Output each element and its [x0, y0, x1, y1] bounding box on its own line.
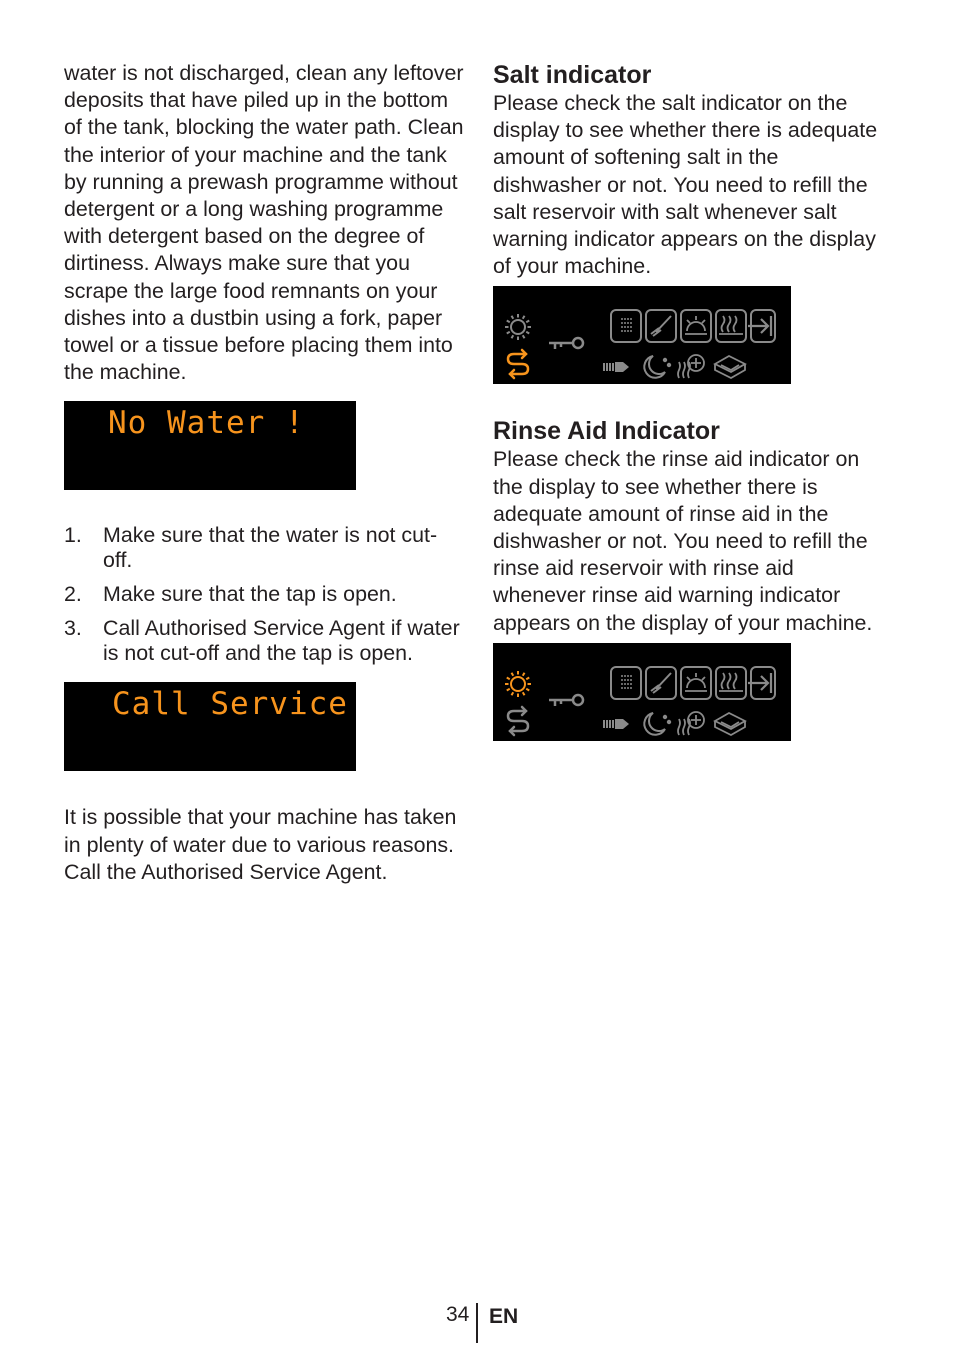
- rinse-aid-indicator-heading: Rinse Aid Indicator: [493, 417, 720, 446]
- list-item: 1. Make sure that the water is not cut-off.: [64, 523, 438, 573]
- salt-icon: [508, 707, 528, 735]
- left-column: [64, 60, 464, 886]
- page-number: 34: [446, 1303, 470, 1326]
- key-icon: [549, 338, 583, 349]
- call-service-display: [64, 682, 356, 771]
- wash-icon: [651, 673, 671, 693]
- dry-icon: [719, 673, 743, 691]
- footer-divider: [476, 1303, 478, 1343]
- dry-icon: [719, 316, 743, 334]
- troubleshooting-steps: [64, 523, 464, 666]
- closing-paragraph: It is possible that your machine has taken in plenty of water due to various reasons. Call the Authorised Service Agent.: [64, 805, 457, 884]
- no-water-display-text: No Water !: [108, 405, 305, 442]
- tablet-icon: [715, 713, 745, 735]
- rinse-icon: [685, 673, 707, 691]
- rinse-aid-indicator-paragraph: Please check the rinse aid indicator on the display to see whether there is adequate amount of rinse aid in the dishwasher or not. You need to refill the rinse aid reservoir with rinse aid whenever rinse aid warning indicator appears on the display of your machine.: [493, 447, 873, 635]
- rinse-aid-icon: [505, 314, 531, 340]
- list-item: 2. Make sure that the tap is open.: [64, 582, 397, 607]
- salt-indicator-heading: Salt indicator: [493, 61, 652, 89]
- salt-indicator-paragraph: Please check the salt indicator on the display to see whether there is adequate amount of softening salt in the dishwasher or not. You need to refill the salt reservoir with salt whenever salt warning indicator appears on the display of your machine.: [493, 91, 878, 279]
- salt-icon: [508, 350, 528, 378]
- list-item: 3. Call Authorised Service Agent if water is not cut-off and the tap is open.: [64, 616, 460, 666]
- half-load-icon: [603, 719, 629, 729]
- rinse-aid-icon: [505, 671, 531, 697]
- tablet-icon: [715, 356, 745, 378]
- no-water-display: [64, 401, 356, 490]
- intro-paragraph: water is not discharged, clean any leftover deposits that have piled up in the bottom of the tank, blocking the water path. Clean the interior of your machine and the tank by running a prewash programme without detergent or a long washing programme with detergent based on the degree of dirtiness. Always make sure that you scrape the large food remnants on your dishes into a dustbin using a fork, paper towel or a tissue before placing them into the machine.: [64, 61, 464, 385]
- page-footer: [446, 1303, 526, 1343]
- control-panel-graphic: [493, 643, 791, 741]
- language-code: EN: [489, 1305, 519, 1328]
- salt-indicator-panel: [493, 286, 791, 384]
- call-service-display-text: Call Service: [112, 686, 348, 723]
- right-column: [493, 60, 883, 741]
- control-panel-graphic: [493, 286, 791, 384]
- rinse-icon: [685, 316, 707, 334]
- hygiene-icon: [678, 712, 704, 735]
- night-mode-icon: [644, 713, 670, 735]
- hygiene-icon: [678, 355, 704, 378]
- half-load-icon: [603, 362, 629, 372]
- wash-icon: [651, 316, 671, 336]
- prewash-icon: [621, 318, 632, 332]
- key-icon: [549, 695, 583, 706]
- prewash-icon: [621, 675, 632, 689]
- rinse-aid-indicator-panel: [493, 643, 791, 741]
- night-mode-icon: [644, 356, 670, 378]
